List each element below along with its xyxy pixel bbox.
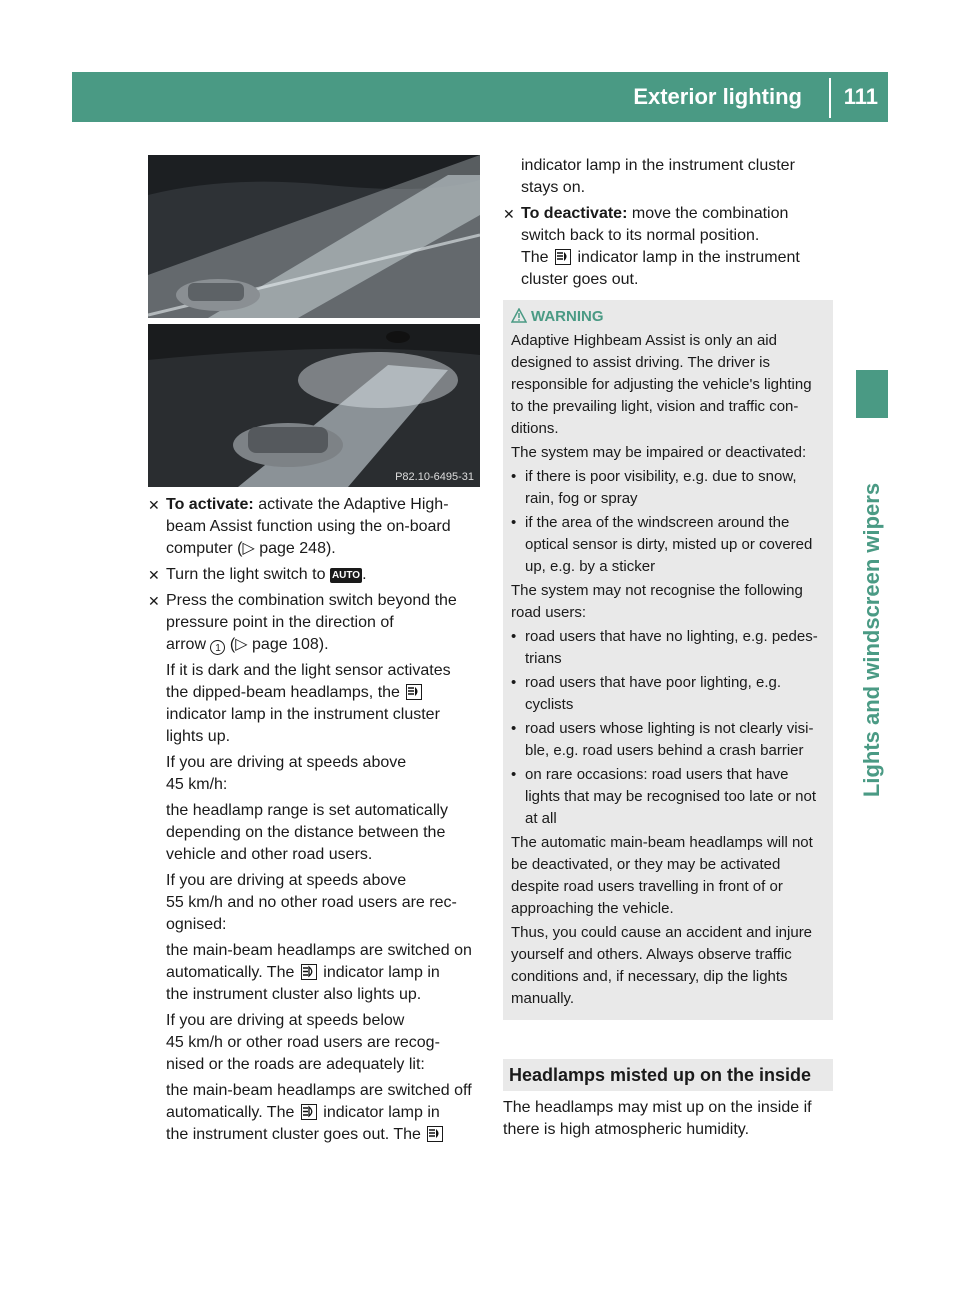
- step-arrow-icon: ✕: [148, 593, 160, 609]
- step-light-switch: ✕ Turn the light switch to AUTO .: [148, 564, 482, 586]
- warning-bullet: • road users whose lighting is not clearly visi-ble, e.g. road users behind a crash barrier: [511, 720, 814, 759]
- step-lead: To activate:: [166, 496, 254, 513]
- step-combination-switch: ✕ Press the combination switch beyond the pressure point in the direction of arrow 1 (▷ page 108). If it is dark and the light sensor activates the dipped-beam headlamps, the indicator lamp in the instrument cluster lights up. If you are driving at speeds above 45 km/h: the headlamp range is set automatically depending on the distance between the vehicle and other road users. If you are driving at speeds above 55 km/h and no other road users are rec- ognised: the main-beam headlamps are switched on automatically. The indicator lamp in the instrument cluster also lights up. If you are driving at speeds below 45 km/h or other road users are recog- nised or the roads are adequately lit: the main-beam headlamps are switched off automatically. The indicator lamp in the instrument cluster goes out. The: [148, 590, 482, 1146]
- section-heading: Headlamps misted up on the inside: [503, 1059, 833, 1091]
- page-ref-arrow-icon: ▷: [242, 540, 255, 557]
- step-arrow-icon: ✕: [148, 567, 160, 583]
- chapter-label: Lights and windscreen wipers: [859, 482, 884, 798]
- page-number: 111: [843, 84, 878, 109]
- warning-paragraph: Adaptive Highbeam Assist is only an aid designed to assist driving. The driver is responsible for adjusting the vehicle's lighting to the prevailing light, vision and traffic con-ditions.: [511, 332, 812, 437]
- main-beam-icon: [301, 1104, 317, 1120]
- warning-paragraph: Thus, you could cause an accident and injure yourself and others. Always observe traffic conditions and, if necessary, dip the lights manually.: [511, 924, 813, 1007]
- step-lead: To deactivate:: [521, 205, 628, 222]
- main-beam-icon: [301, 964, 317, 980]
- warning-heading: WARNING: [511, 306, 827, 328]
- step-text: pressure point in the direction of: [166, 614, 394, 631]
- step-text: beam Assist function using the on-board: [166, 518, 451, 535]
- chapter-tab: [856, 370, 888, 418]
- step-text: computer (: [166, 540, 243, 557]
- step-activate: [148, 494, 482, 560]
- continuation-text: indicator lamp in the instrument cluster stays on.: [521, 157, 795, 196]
- paragraph: If you are driving at speeds above 45 km/h:: [166, 754, 407, 793]
- paragraph: If you are driving at speeds below 45 km/h or other road users are recog- nised or the roads are adequately lit:: [166, 1012, 440, 1073]
- paragraph: If it is dark and the light sensor activates the dipped-beam headlamps, the indicator lamp in the instrument cluster lights up.: [166, 662, 451, 745]
- step-text: activate the Adaptive High-: [258, 496, 449, 513]
- step-arrow-icon: ✕: [503, 206, 515, 222]
- page-reference[interactable]: page 108).: [252, 636, 329, 653]
- right-column: [503, 155, 835, 295]
- warning-bullet: • if the area of the windscreen around the optical sensor is dirty, misted up or covered up, e.g. by a sticker: [511, 514, 813, 575]
- warning-paragraph: The automatic main-beam headlamps will not be deactivated, or they may be activated despite road users travelling in front of or approaching the vehicle.: [511, 834, 813, 917]
- section-body: The headlamps may mist up on the inside if there is high atmospheric humidity.: [503, 1099, 812, 1138]
- left-column: [148, 494, 482, 1150]
- header-divider: [829, 78, 831, 118]
- step-text: arrow: [166, 636, 207, 653]
- header-bar: [72, 72, 888, 122]
- page-section-title: Exterior lighting: [633, 84, 802, 109]
- warning-box: [503, 300, 833, 1020]
- page-reference[interactable]: page 248).: [259, 540, 336, 557]
- callout-number: 1: [210, 640, 225, 655]
- warning-paragraph: The system may be impaired or deactivated:: [511, 444, 807, 461]
- adaptive-highbeam-icon: [555, 249, 571, 265]
- headlamp-illustration-graphic: [148, 155, 480, 487]
- warning-bullet: • if there is poor visibility, e.g. due to snow, rain, fog or spray: [511, 468, 797, 507]
- step-text: Press the combination switch beyond the: [166, 592, 457, 609]
- adaptive-highbeam-icon: [406, 684, 422, 700]
- paragraph: If you are driving at speeds above 55 km/h and no other road users are rec- ognised:: [166, 872, 457, 933]
- step-arrow-icon: ✕: [148, 497, 160, 513]
- warning-bullet: • road users that have no lighting, e.g. pedes-trians: [511, 628, 818, 667]
- step-text: Turn the light switch to: [166, 566, 326, 583]
- warning-bullet: • on rare occasions: road users that have lights that may be recognised too late or not at all: [511, 766, 817, 827]
- auto-icon: AUTO: [331, 570, 361, 581]
- step-deactivate: ✕ To deactivate: move the combination switch back to its normal position. The indicator lamp in the instrument cluster goes out.: [503, 205, 800, 288]
- warning-bullet: • road users that have poor lighting, e.g. cyclists: [511, 674, 781, 713]
- warning-triangle-icon: [511, 308, 527, 330]
- warning-paragraph: The system may not recognise the following road users:: [511, 582, 803, 621]
- headlamp-illustration: [148, 155, 480, 487]
- page-ref-arrow-icon: ▷: [235, 636, 248, 653]
- paragraph: the headlamp range is set automatically depending on the distance between the vehicle and other road users.: [166, 802, 448, 863]
- paragraph: the main-beam headlamps are switched off automatically. The indicator lamp in the instrument cluster goes out. The: [166, 1082, 472, 1143]
- adaptive-highbeam-icon: [427, 1126, 443, 1142]
- figure-code: P82.10-6495-31: [395, 471, 474, 483]
- paragraph: the main-beam headlamps are switched on automatically. The indicator lamp in the instrument cluster also lights up.: [166, 942, 472, 1003]
